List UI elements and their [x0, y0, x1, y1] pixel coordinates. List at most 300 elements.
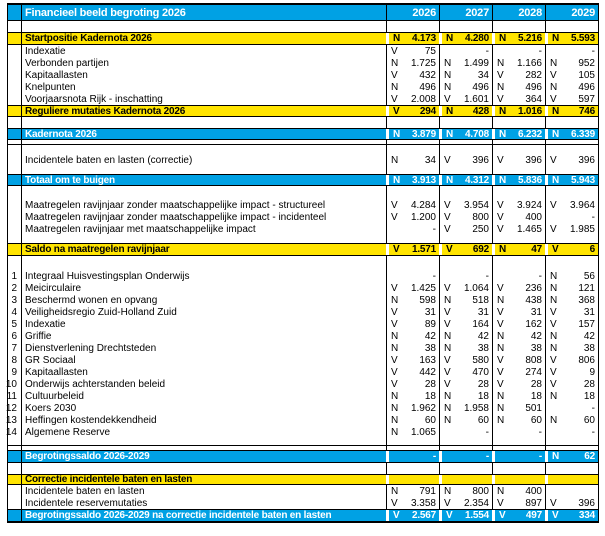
value-amount: 800: [472, 211, 489, 223]
row-number: [8, 154, 19, 166]
table-row: [8, 21, 598, 32]
value-sign: V: [497, 154, 504, 166]
value-cell: [386, 57, 439, 69]
row-label: [22, 330, 386, 342]
value-amount: 396: [525, 154, 542, 166]
value-amount: 791: [419, 485, 436, 497]
value-column: [439, 186, 492, 243]
value-cell: [440, 294, 492, 306]
row-number: [8, 354, 19, 366]
value-cell: [492, 33, 545, 44]
row-number-cell: [8, 57, 21, 69]
table-row: [8, 45, 598, 57]
value-cell: [546, 402, 598, 414]
row-number-text: 13: [5, 414, 17, 426]
value-cell: [440, 366, 492, 378]
value-cell: [492, 57, 545, 69]
value-cell: [439, 475, 492, 484]
value-amount: 47: [531, 244, 542, 255]
value-amount: 1.499: [463, 57, 489, 69]
value-amount: 400: [525, 211, 542, 223]
value-amount: 5.216: [517, 33, 542, 44]
row-number: [8, 366, 19, 378]
value-cell: [439, 451, 492, 462]
page-title: Financieel beeld begroting 2026: [25, 6, 186, 19]
value-sign: V: [550, 154, 557, 166]
value-cell: [493, 366, 545, 378]
value-sign: N: [550, 342, 558, 354]
row-label-column: [21, 186, 386, 243]
value-sign: N: [444, 294, 452, 306]
value-cell: [386, 45, 439, 57]
value-amount: 1.425: [410, 282, 436, 294]
value-cell: [546, 270, 598, 282]
value-amount: 4.312: [464, 174, 489, 186]
value-column: [386, 145, 439, 174]
row-label: [22, 366, 386, 378]
row-number-cell: [8, 106, 21, 116]
value-amount: 31: [530, 306, 542, 318]
value-sign: N: [444, 390, 452, 402]
value-cell: [386, 69, 439, 81]
section-band: [8, 32, 598, 45]
value-sign: V: [497, 199, 504, 211]
value-sign: N: [444, 81, 452, 93]
value-cell: [492, 81, 545, 93]
value-column: [545, 186, 598, 243]
value-cell: [387, 199, 439, 211]
value-sign: V: [550, 354, 557, 366]
spacer-cell: [8, 463, 21, 474]
year-label: 2028: [518, 6, 542, 19]
value-cell: [492, 451, 545, 462]
value-cell: [440, 330, 492, 342]
value-cell: [545, 129, 598, 139]
value-cell: [439, 497, 492, 509]
row-label-text: Kadernota 2026: [25, 128, 97, 140]
spacer-cell: [545, 446, 598, 450]
value-amount: 597: [578, 93, 595, 105]
value-cell: [440, 390, 492, 402]
value-amount: -: [485, 270, 489, 282]
value-amount: 438: [525, 294, 542, 306]
value-cell: [545, 485, 598, 497]
value-column: [386, 256, 439, 445]
value-cell: [545, 93, 598, 105]
row-number: [8, 342, 19, 354]
value-amount: 1.571: [411, 244, 436, 255]
table-row: [8, 497, 598, 509]
section-band: [8, 450, 598, 463]
row-label: [22, 318, 386, 330]
row-label-text: Beschermd wonen en opvang: [25, 294, 158, 306]
row-number-cell: [8, 93, 21, 105]
value-sign: V: [550, 223, 557, 235]
value-cell: [439, 69, 492, 81]
value-sign: V: [550, 378, 557, 390]
value-sign: V: [550, 366, 557, 378]
value-cell: [440, 318, 492, 330]
value-amount: 6.339: [570, 128, 595, 140]
value-cell: [439, 33, 492, 44]
row-label-text: Meicirculaire: [25, 282, 82, 294]
value-sign: N: [444, 57, 452, 69]
value-sign: V: [391, 366, 398, 378]
row-label-text: Correctie incidentele baten en lasten: [25, 474, 193, 485]
value-amount: 396: [578, 497, 595, 509]
value-cell: [387, 282, 439, 294]
row-number-text: 11: [6, 390, 17, 402]
value-amount: 2.008: [410, 93, 436, 105]
spacer-cell: [8, 117, 21, 128]
row-label-text: Cultuurbeleid: [25, 390, 84, 402]
value-sign: V: [444, 154, 451, 166]
row-number-cell: [8, 485, 21, 497]
value-cell: [439, 485, 492, 497]
row-label: [22, 294, 386, 306]
value-cell: [387, 414, 439, 426]
value-sign: N: [550, 282, 558, 294]
spacer-cell: [492, 446, 545, 450]
value-cell: [386, 129, 439, 139]
corner-cell: [8, 5, 21, 20]
value-amount: 496: [578, 81, 595, 93]
value-sign: N: [497, 57, 505, 69]
value-amount: 1.601: [463, 93, 489, 105]
value-amount: 1.962: [410, 402, 436, 414]
value-sign: N: [391, 402, 399, 414]
value-cell: [546, 306, 598, 318]
value-cell: [386, 485, 439, 497]
value-amount: 4.708: [464, 128, 489, 140]
value-amount: 692: [472, 244, 489, 255]
value-cell: [545, 33, 598, 44]
row-label-text: Indexatie: [25, 45, 66, 57]
value-amount: -: [591, 45, 595, 57]
value-amount: 3.913: [411, 174, 436, 186]
value-amount: 2.354: [463, 497, 489, 509]
spacer-cell: [439, 463, 492, 474]
row-number-text: 5: [11, 318, 17, 330]
value-cell: [387, 154, 439, 166]
value-cell: [493, 426, 545, 438]
value-cell: [440, 378, 492, 390]
row-number-text: 9: [11, 366, 17, 378]
row-number-text: 4: [11, 306, 17, 318]
value-cell: [493, 330, 545, 342]
value-cell: [387, 270, 439, 282]
value-cell: [546, 354, 598, 366]
value-cell: [439, 81, 492, 93]
value-sign: N: [550, 330, 558, 342]
row-number-cell: [8, 129, 21, 139]
row-number-cell: [8, 475, 21, 484]
row-number-text: 12: [5, 402, 17, 414]
row-label-cell: [21, 69, 386, 81]
row-label-text: Begrotingssaldo 2026-2029 na correctie incidentele baten en lasten: [25, 510, 332, 521]
value-sign: N: [550, 57, 558, 69]
row-label-text: Incidentele baten en lasten (correctie): [25, 154, 193, 166]
year-label: 2027: [465, 6, 489, 19]
value-amount: 6.232: [517, 128, 542, 140]
section-band: [8, 243, 598, 256]
row-label-cell: [21, 93, 386, 105]
value-amount: 5.943: [570, 174, 595, 186]
value-cell: [439, 510, 492, 521]
value-sign: N: [393, 174, 401, 186]
value-column: [439, 145, 492, 174]
value-cell: [386, 475, 439, 484]
row-label-text: Saldo na maatregelen ravijnjaar: [25, 244, 170, 255]
value-sign: N: [446, 33, 454, 44]
value-sign: V: [550, 306, 557, 318]
value-amount: 1.985: [569, 223, 595, 235]
row-label-cell: [21, 33, 386, 44]
value-sign: N: [497, 81, 505, 93]
value-sign: V: [497, 69, 504, 81]
value-sign: N: [391, 390, 399, 402]
value-amount: 497: [525, 510, 542, 521]
section-band: [8, 174, 598, 186]
value-amount: 1.465: [516, 223, 542, 235]
year-header: [439, 5, 492, 20]
row-label-cell: [21, 57, 386, 69]
table-row: [8, 144, 598, 174]
value-amount: 1.016: [517, 105, 542, 117]
value-sign: N: [497, 342, 505, 354]
value-sign: V: [391, 497, 398, 509]
row-number-text: 7: [11, 342, 17, 354]
spacer-cell: [492, 21, 545, 32]
row-label: [22, 426, 386, 438]
value-column: [386, 186, 439, 243]
value-amount: 4.284: [410, 199, 436, 211]
table-row: [5, 256, 598, 446]
value-sign: N: [497, 294, 505, 306]
value-sign: N: [391, 342, 399, 354]
value-amount: 1.166: [516, 57, 542, 69]
value-amount: 6: [589, 244, 595, 255]
table-row: [8, 446, 598, 450]
value-sign: V: [444, 93, 451, 105]
value-amount: 3.924: [516, 199, 542, 211]
value-amount: 121: [578, 282, 595, 294]
row-label-cell: [21, 81, 386, 93]
value-amount: 4.280: [464, 33, 489, 44]
value-amount: 38: [530, 342, 542, 354]
spacer-cell: [21, 140, 386, 144]
value-sign: V: [391, 378, 398, 390]
row-label-cell: [21, 451, 386, 462]
value-cell: [492, 45, 545, 57]
row-number-text: 2: [11, 282, 17, 294]
row-label-text: Totaal om te buigen: [25, 174, 115, 186]
value-cell: [546, 390, 598, 402]
value-amount: 800: [472, 485, 489, 497]
value-sign: N: [550, 81, 558, 93]
value-sign: V: [444, 223, 451, 235]
value-sign: V: [444, 366, 451, 378]
value-amount: 368: [578, 294, 595, 306]
value-sign: V: [393, 105, 400, 117]
table-row: [8, 186, 598, 243]
value-cell: [493, 223, 545, 235]
value-cell: [493, 414, 545, 426]
value-amount: 164: [472, 318, 489, 330]
value-cell: [440, 414, 492, 426]
value-amount: -: [432, 270, 436, 282]
row-label-cell: [21, 475, 386, 484]
row-label-text: Maatregelen ravijnjaar zonder maatschappelijke impact - structureel: [25, 199, 326, 211]
value-amount: 18: [583, 390, 595, 402]
value-amount: 31: [424, 306, 436, 318]
row-number-text: 8: [11, 354, 17, 366]
value-amount: 18: [530, 390, 542, 402]
value-sign: N: [391, 485, 399, 497]
value-sign: V: [391, 45, 398, 57]
value-sign: V: [550, 199, 557, 211]
spacer-cell: [21, 21, 386, 32]
value-sign: V: [550, 93, 557, 105]
value-amount: 274: [525, 366, 542, 378]
spacer-cell: [439, 117, 492, 128]
value-cell: [493, 318, 545, 330]
row-label-text: Veiligheidsregio Zuid-Holland Zuid: [25, 306, 177, 318]
value-amount: 60: [424, 414, 436, 426]
value-cell: [440, 354, 492, 366]
value-amount: 60: [583, 414, 595, 426]
value-sign: N: [393, 33, 401, 44]
value-amount: 428: [472, 105, 489, 117]
value-cell: [386, 106, 439, 116]
value-cell: [546, 223, 598, 235]
spacer-cell: [386, 21, 439, 32]
value-amount: -: [432, 223, 436, 235]
value-cell: [546, 154, 598, 166]
value-sign: V: [391, 318, 398, 330]
row-label-text: Reguliere mutaties Kadernota 2026: [25, 105, 186, 117]
value-cell: [387, 318, 439, 330]
value-amount: -: [591, 426, 595, 438]
table-row: [8, 463, 598, 474]
row-label-cell: [21, 175, 386, 185]
value-cell: [493, 342, 545, 354]
value-sign: V: [497, 497, 504, 509]
value-sign: N: [444, 342, 452, 354]
value-cell: [439, 175, 492, 185]
value-cell: [439, 93, 492, 105]
table-header-row: [8, 4, 598, 21]
row-label-text: Heffingen kostendekkendheid: [25, 414, 157, 426]
value-cell: [492, 129, 545, 139]
value-sign: N: [552, 174, 560, 186]
row-label: [22, 414, 386, 426]
row-number-text: 14: [5, 426, 17, 438]
value-cell: [439, 244, 492, 255]
value-sign: N: [391, 426, 399, 438]
value-cell: [386, 175, 439, 185]
row-number-cell: [8, 81, 21, 93]
value-cell: [387, 342, 439, 354]
row-label-text: Incidentele baten en lasten: [25, 485, 145, 497]
value-column: [492, 256, 545, 445]
value-column: [492, 186, 545, 243]
value-amount: 28: [583, 378, 595, 390]
row-number-text: 1: [11, 270, 17, 282]
value-amount: 3.954: [463, 199, 489, 211]
value-sign: N: [499, 244, 507, 255]
spacer-cell: [439, 140, 492, 144]
value-cell: [492, 485, 545, 497]
value-amount: 62: [584, 451, 595, 462]
value-amount: 42: [530, 330, 542, 342]
value-cell: [492, 93, 545, 105]
value-cell: [546, 318, 598, 330]
value-amount: 518: [472, 294, 489, 306]
value-sign: V: [497, 282, 504, 294]
row-number: [8, 282, 19, 294]
value-cell: [387, 402, 439, 414]
value-cell: [386, 451, 439, 462]
section-band: [8, 474, 598, 485]
value-amount: 157: [578, 318, 595, 330]
value-amount: 580: [472, 354, 489, 366]
row-number-cell: [8, 244, 21, 255]
value-sign: N: [444, 402, 452, 414]
value-sign: N: [446, 128, 454, 140]
value-amount: 282: [525, 69, 542, 81]
spacer-cell: [545, 140, 598, 144]
value-sign: N: [550, 390, 558, 402]
value-sign: N: [391, 414, 399, 426]
value-cell: [493, 199, 545, 211]
value-amount: 34: [424, 154, 436, 166]
spacer-cell: [386, 140, 439, 144]
value-amount: 396: [472, 154, 489, 166]
value-sign: N: [444, 414, 452, 426]
value-cell: [440, 282, 492, 294]
row-number: [8, 330, 19, 342]
value-sign: V: [444, 354, 451, 366]
value-amount: 38: [424, 342, 436, 354]
value-sign: N: [499, 128, 507, 140]
table-row: [8, 81, 598, 93]
value-sign: V: [444, 497, 451, 509]
value-amount: -: [591, 402, 595, 414]
value-amount: 31: [583, 306, 595, 318]
value-cell: [439, 129, 492, 139]
value-amount: 42: [477, 330, 489, 342]
row-label-text: Koers 2030: [25, 402, 77, 414]
value-sign: N: [444, 330, 452, 342]
value-amount: 400: [525, 485, 542, 497]
value-cell: [440, 154, 492, 166]
row-number-cell: [8, 510, 21, 521]
row-number: [8, 306, 19, 318]
value-amount: 294: [419, 105, 436, 117]
row-label-cell: [21, 244, 386, 255]
value-amount: 34: [477, 69, 489, 81]
value-amount: 5.836: [517, 174, 542, 186]
value-sign: N: [497, 330, 505, 342]
value-amount: 496: [472, 81, 489, 93]
value-cell: [386, 244, 439, 255]
value-amount: 18: [477, 390, 489, 402]
value-amount: 28: [530, 378, 542, 390]
value-sign: N: [393, 128, 401, 140]
row-label-text: Begrotingssaldo 2026-2029: [25, 451, 150, 462]
value-amount: -: [432, 451, 436, 462]
